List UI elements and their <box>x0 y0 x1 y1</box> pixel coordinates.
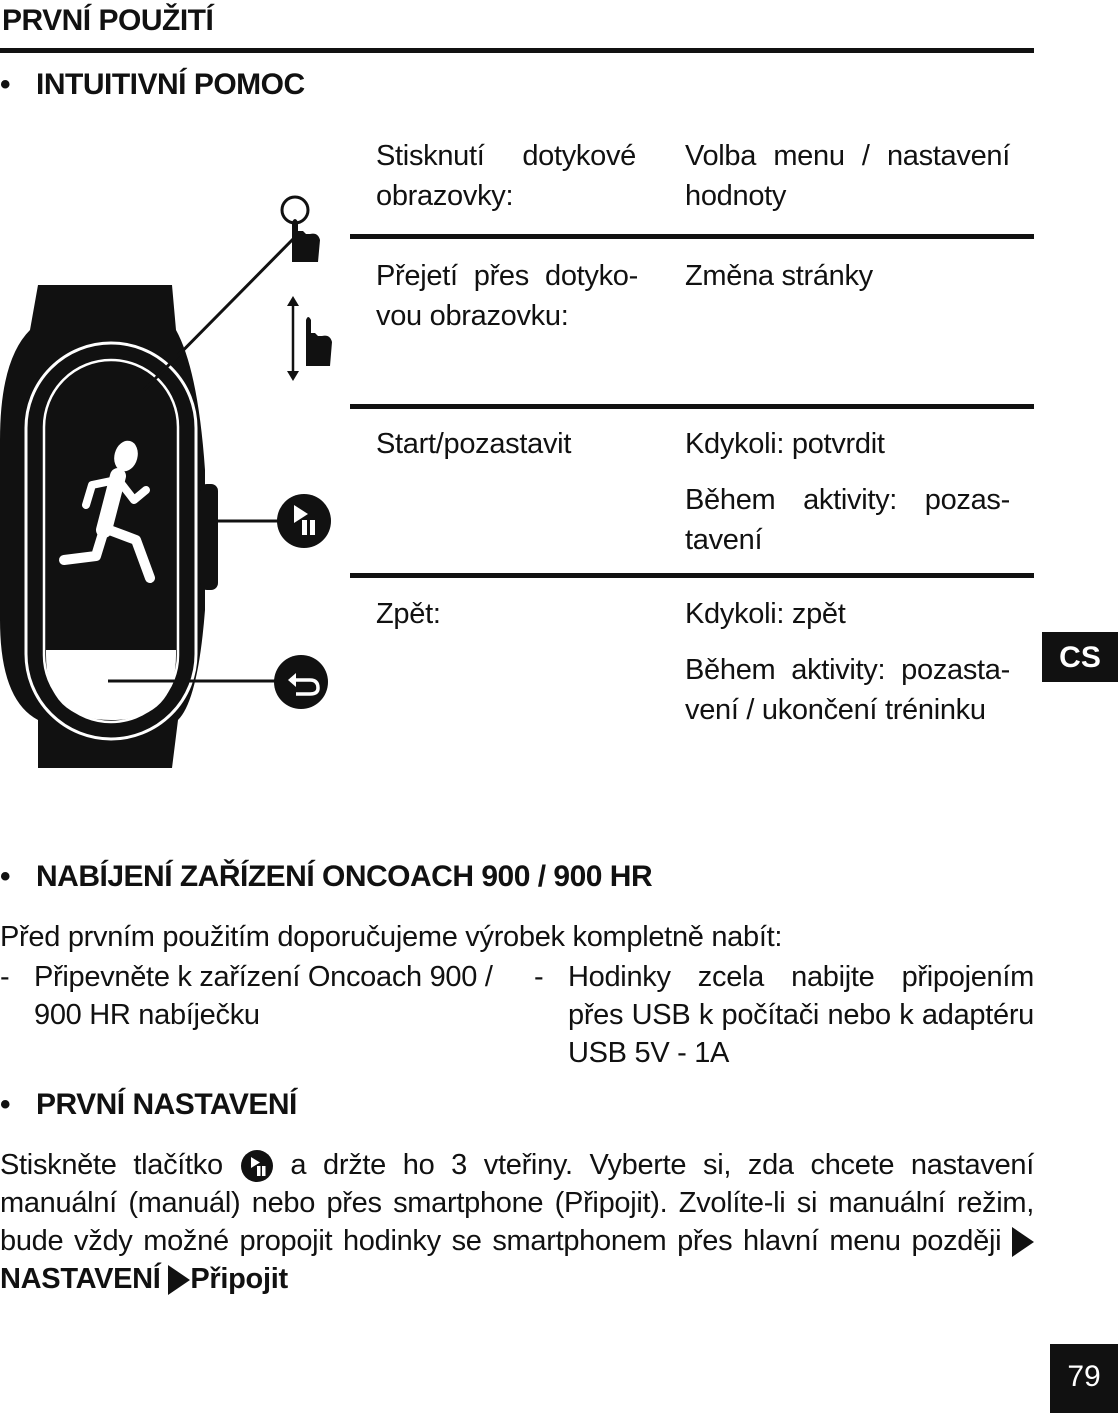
start-pause-icon <box>277 494 331 548</box>
list-marker: - <box>0 961 10 993</box>
arrow-right-icon <box>168 1265 190 1295</box>
back-icon <box>274 655 328 709</box>
watch-side-button <box>200 484 218 590</box>
heading-intuitive-help <box>0 68 305 102</box>
row-1-action: Stisknutí dotykové obrazovky: <box>376 140 636 212</box>
bullet: • <box>0 68 11 101</box>
page-title: PRVNÍ POUŽITÍ <box>2 4 214 37</box>
title-rule <box>0 48 1034 53</box>
list-item <box>0 958 505 1038</box>
list-item-text: Hodinky zcela nabijte připojením přes USB k počítači nebo k adaptéru USB 5V - 1A <box>568 961 1034 1069</box>
tap-hand-icon <box>282 197 320 262</box>
row-3-result-1: Kdykoli: potvrdit <box>685 428 885 460</box>
page-number: 79 <box>1050 1344 1118 1413</box>
heading-first-setup <box>0 1088 297 1122</box>
swipe-hand-icon <box>287 296 332 381</box>
start-pause-icon <box>240 1149 274 1183</box>
row-divider <box>350 573 1034 578</box>
row-divider <box>350 234 1034 239</box>
menu-path-connect: Připojit <box>190 1263 288 1295</box>
list-item <box>534 958 1034 1078</box>
row-divider <box>350 404 1034 409</box>
row-2-action: Přejetí přes dotyko-vou obrazovku: <box>376 260 638 332</box>
bullet: • <box>0 860 11 893</box>
row-4-result-2: Během aktivity: pozasta-vení / ukončení tréninku <box>685 654 1010 726</box>
heading-text: NABÍJENÍ ZAŘÍZENÍ ONCOACH 900 / 900 HR <box>36 860 653 893</box>
language-tab: CS <box>1042 632 1118 682</box>
row-4-action: Zpět: <box>376 598 441 630</box>
setup-text-part2: a držte ho 3 vteřiny. Vyberte si, zda chcete nastavení manuální (manuál) nebo přes smartphone (Připojit). Zvolíte-li si manuální režim, bude vždy možné propojit hodinky se smartphonem přes hlavní menu později <box>0 1149 1034 1257</box>
setup-paragraph <box>0 1146 1034 1298</box>
charging-intro: Před prvním použitím doporučujeme výrobek kompletně nabít: <box>0 921 783 953</box>
row-1-result: Volba menu / nastavení hodnoty <box>685 140 1010 212</box>
row-4-result-1: Kdykoli: zpět <box>685 598 846 630</box>
heading-text: INTUITIVNÍ POMOC <box>36 68 305 101</box>
watch-illustration <box>0 180 345 780</box>
list-marker: - <box>534 961 544 993</box>
arrow-right-icon <box>1012 1227 1034 1257</box>
bullet: • <box>0 1088 11 1121</box>
setup-text-part1: Stiskněte tlačítko <box>0 1149 223 1181</box>
list-item-text: Připevněte k zařízení Oncoach 900 / 900 HR nabíječku <box>34 961 493 1031</box>
heading-charging <box>0 860 652 894</box>
row-2-result: Změna stránky <box>685 260 873 292</box>
row-3-result-2: Během aktivity: pozas-tavení <box>685 484 1010 556</box>
row-3-action: Start/pozastavit <box>376 428 572 460</box>
menu-path-settings: NASTAVENÍ <box>0 1263 161 1295</box>
heading-text: PRVNÍ NASTAVENÍ <box>36 1088 297 1121</box>
